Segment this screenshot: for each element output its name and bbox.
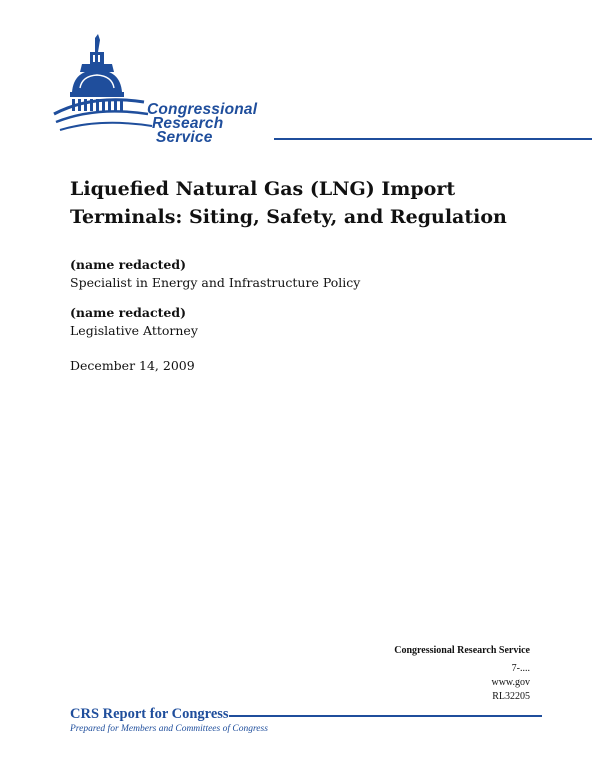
logo-text-congressional: Congressional bbox=[147, 101, 258, 118]
author-block bbox=[70, 304, 198, 340]
author-role: Legislative Attorney bbox=[70, 323, 198, 338]
footer-title: CRS Report for Congress bbox=[70, 706, 229, 722]
report-title: Liquefied Natural Gas (LNG) Import Terminals: Siting, Safety, and Regulation bbox=[70, 178, 507, 228]
capitol-dome-icon bbox=[52, 30, 162, 140]
crs-org-name: Congressional Research Service bbox=[394, 645, 530, 656]
author-name: (name redacted) bbox=[70, 257, 187, 272]
report-date: December 14, 2009 bbox=[70, 358, 195, 373]
author-block bbox=[70, 256, 360, 292]
footer-subtitle: Prepared for Members and Committees of Congress bbox=[70, 724, 268, 734]
logo-rule bbox=[274, 138, 592, 140]
footer-rule bbox=[229, 715, 542, 717]
crs-logo bbox=[52, 30, 542, 150]
author-name: (name redacted) bbox=[70, 305, 187, 320]
logo-text-service: Service bbox=[156, 129, 213, 146]
crs-phone: 7-.... bbox=[511, 663, 530, 674]
crs-report-id: RL32205 bbox=[492, 691, 530, 702]
crs-website: www.gov bbox=[491, 677, 530, 688]
crs-contact-block bbox=[394, 644, 530, 704]
author-role: Specialist in Energy and Infrastructure Policy bbox=[70, 275, 361, 290]
logo-text-research: Research bbox=[152, 115, 224, 132]
